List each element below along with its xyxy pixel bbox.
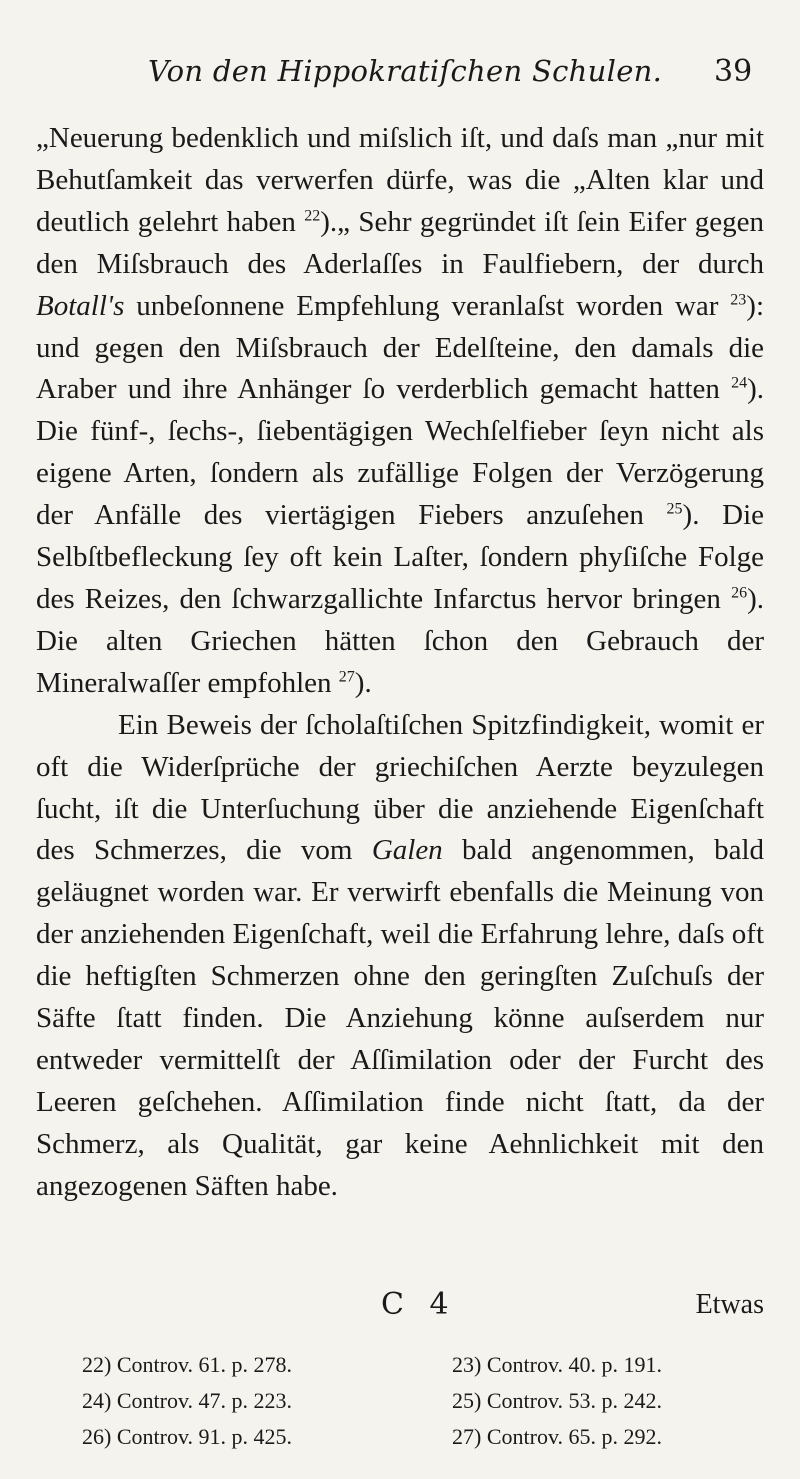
text-run: ). Die Selbſtbefleckung ſey oft kein Laſter, ſondern phyſiſche Folge des Reizes, den ſchwarzgallichte Infarctus hervor bringen [36,499,764,615]
footnote: 26) Controv. 91. p. 425. [82,1424,293,1449]
footnote-row [82,1419,772,1455]
footnote-marker: 24 [731,374,748,392]
text-run: unbeſonnene Empfehlung veranlaſst worden war [124,289,731,322]
footnote-row [82,1347,772,1383]
italic-name: Botall's [36,289,125,322]
footnote: 25) Controv. 53. p. 242. [452,1388,663,1413]
signature-row [0,1287,800,1327]
text-run: bald angenommen, bald geläugnet worden war. Er verwirft ebenfalls die Meinung von der anziehenden Eigenſchaft, weil die Erfahrung lehre, daſs oft die heftigſten Schmerzen ohne den geringſten Zuſchuſs der Säfte ſtatt finden. Die Anziehung könne auſserdem nur entweder vermittelſt der Aſſimilation oder der Furcht des Leeren geſchehen. Aſſimilation finde nicht ſtatt, da der Schmerz, als Qualität, gar keine Aehnlichkeit mit den angezogenen Säften habe. [36,834,764,1202]
text-run: Ein Beweis der ſcholaſtiſchen Spitzfindigkeit, womit er oft die Widerſprüche der griechiſchen Aerzte beyzulegen ſucht, iſt die Unterſuchung über die anziehende Eigenſchaft des Schmerzes, die vom [36,708,764,867]
catchword: Etwas [695,1289,764,1320]
footnote: 22) Controv. 61. p. 278. [82,1352,293,1377]
footnote: 24) Controv. 47. p. 223. [82,1388,293,1413]
text-run: ).„ Sehr gegründet iſt ſein Eifer gegen den Miſsbrauch des Aderlaſſes in Faulfiebern, der durch [36,205,764,280]
text-run: ). [354,666,372,699]
paragraph [36,705,764,1208]
text-run: ). Die fünf-, ſechs-, ſiebentägigen Wechſelfieber ſeyn nicht als eigene Arten, ſondern als zufällige Folgen der Verzögerung der Anfälle des viertägigen Fiebers anzuſehen [36,373,764,532]
footnote-marker: 22 [304,207,321,225]
italic-name: Galen [371,834,443,867]
page-header [0,54,800,98]
text-run: ). Die alten Griechen hätten ſchon den Gebrauch der Mineralwaſſer empfohlen [36,582,764,699]
footnote-row [82,1383,772,1419]
footnotes [82,1347,772,1455]
page-number: 39 [714,54,753,89]
text-run: „Neuerung bedenklich und miſslich iſt, und daſs man „nur mit Behutſamkeit das verwerfen dürfe, was die „Alten klar und deutlich gelehrt haben [36,122,764,238]
printer-signature: C 4 [381,1287,457,1322]
footnote-marker: 25 [666,500,683,518]
footnote-marker: 27 [338,668,355,686]
paragraph [36,118,764,705]
footnote-marker: 26 [731,584,748,602]
footnote: 23) Controv. 40. p. 191. [452,1352,663,1377]
footnote: 27) Controv. 65. p. 292. [452,1424,663,1449]
main-text [36,118,764,1208]
running-title: Von den Hippokratiſchen Schulen. [148,54,663,88]
footnote-marker: 23 [730,290,747,308]
text-run: ): und gegen den Miſsbrauch der Edelſteine, den damals die Araber und ihre Anhänger ſo verderblich gemacht hatten [36,289,764,406]
